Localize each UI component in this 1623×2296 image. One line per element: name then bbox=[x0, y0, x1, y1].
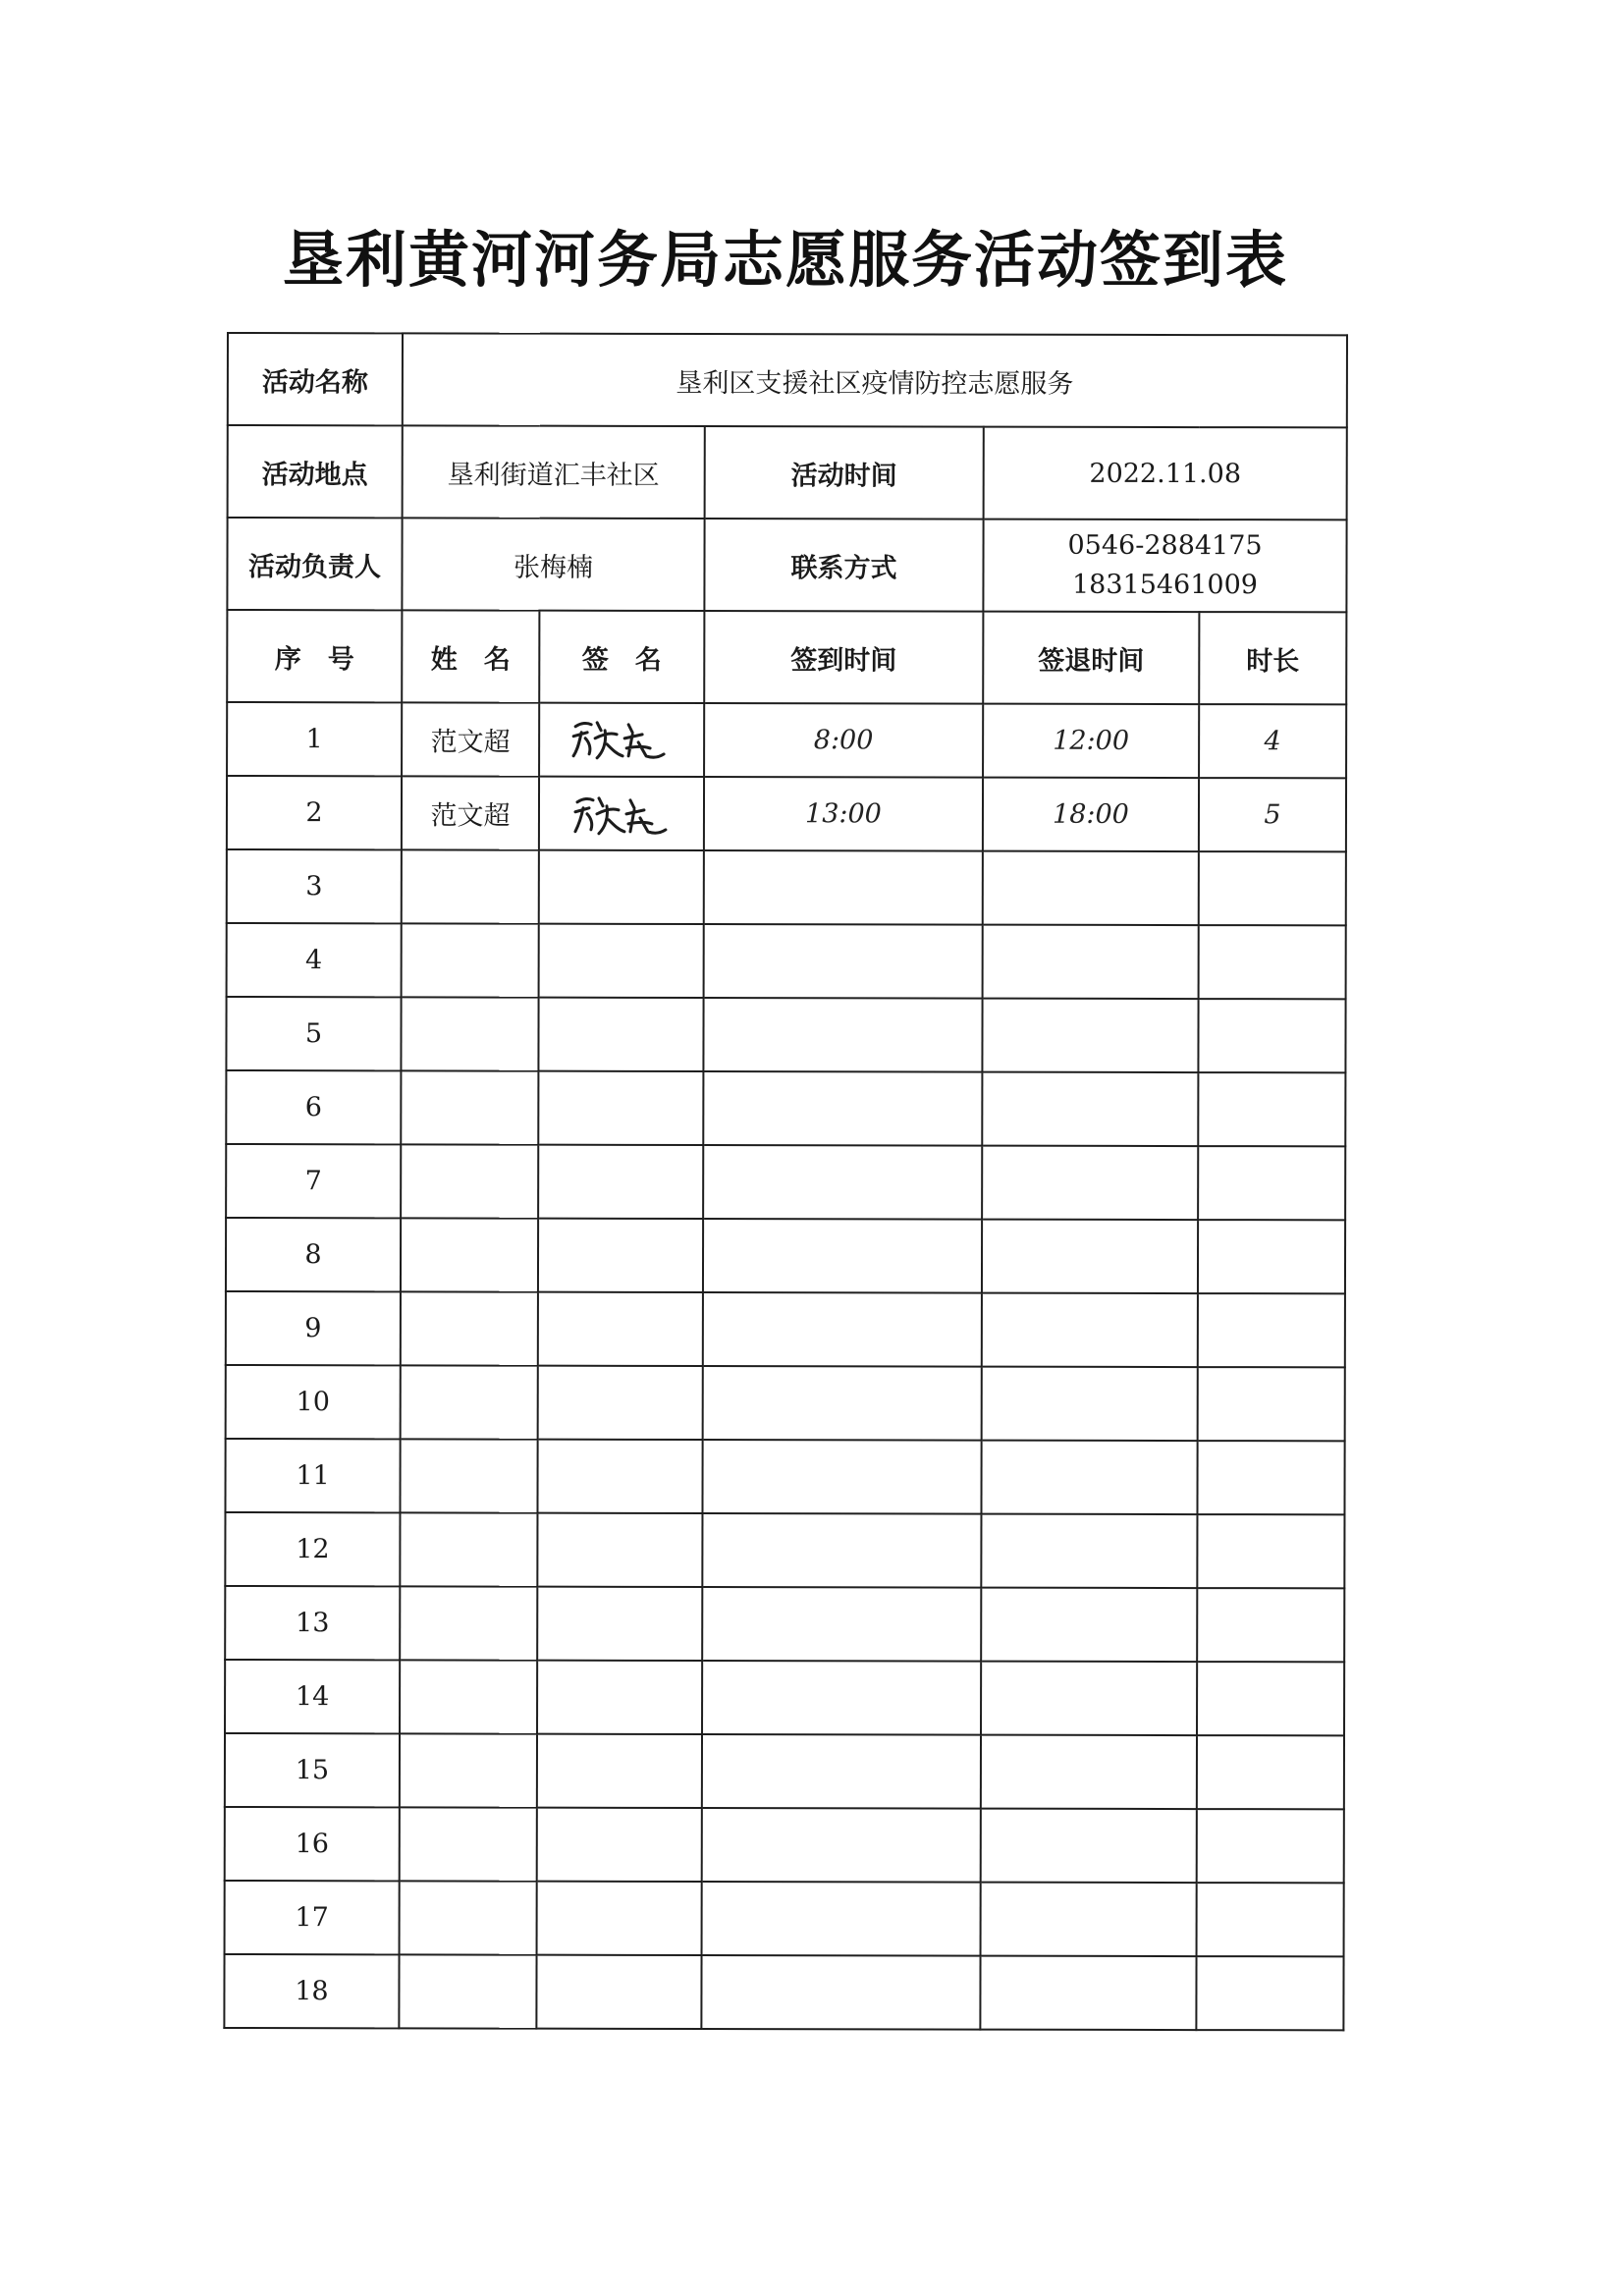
table-row bbox=[225, 1439, 1344, 1514]
table-row bbox=[227, 923, 1346, 999]
activity-time-value: 2022.11.08 bbox=[984, 427, 1347, 520]
row-signature bbox=[539, 850, 704, 924]
row-number: 5 bbox=[226, 997, 401, 1070]
row-sign-out-time bbox=[981, 1662, 1197, 1735]
row-number: 17 bbox=[225, 1881, 400, 1954]
row-sign-in-time bbox=[703, 1071, 982, 1146]
row-duration: 4 bbox=[1199, 704, 1346, 778]
row-duration bbox=[1198, 1293, 1345, 1367]
row-signature bbox=[539, 703, 704, 777]
row-number: 9 bbox=[226, 1291, 401, 1365]
row-sign-in-time: 13:00 bbox=[704, 777, 983, 851]
row-number: 7 bbox=[226, 1144, 401, 1218]
row-sign-out-time bbox=[981, 1514, 1197, 1588]
table-row bbox=[225, 1733, 1344, 1809]
table-row bbox=[224, 1954, 1343, 2030]
row-duration bbox=[1198, 1072, 1345, 1146]
row-name bbox=[402, 849, 539, 923]
row-sign-in-time bbox=[703, 1366, 982, 1441]
row-sign-in-time bbox=[703, 1219, 982, 1293]
table-row bbox=[226, 1365, 1345, 1441]
row-signature bbox=[538, 1292, 703, 1366]
row-sign-in-time bbox=[702, 1882, 981, 1956]
contact-label: 联系方式 bbox=[704, 519, 983, 612]
row-name: 范文超 bbox=[402, 702, 539, 776]
row-sign-out-time bbox=[982, 1367, 1198, 1441]
row-name bbox=[401, 1291, 538, 1365]
row-sign-in-time bbox=[702, 1587, 981, 1662]
row-signature bbox=[537, 1734, 702, 1808]
row-sign-out-time bbox=[982, 1146, 1198, 1220]
row-sign-in-time: 8:00 bbox=[704, 703, 983, 778]
row-duration bbox=[1197, 1662, 1344, 1735]
row-signature bbox=[539, 777, 704, 850]
row-sign-in-time bbox=[702, 1734, 981, 1809]
table-row bbox=[226, 1070, 1345, 1146]
row-number: 4 bbox=[227, 923, 402, 997]
column-header-sign-out-time: 签退时间 bbox=[983, 612, 1199, 704]
table-row bbox=[226, 1218, 1345, 1293]
column-header-sign-in-time: 签到时间 bbox=[704, 611, 983, 704]
activity-place-row bbox=[228, 425, 1347, 519]
row-sign-out-time bbox=[983, 925, 1199, 999]
row-duration bbox=[1197, 1441, 1344, 1514]
table-row bbox=[226, 1144, 1345, 1220]
activity-leader-label: 活动负责人 bbox=[227, 518, 402, 610]
row-number: 8 bbox=[226, 1218, 401, 1291]
table-row bbox=[225, 1881, 1344, 1956]
row-sign-out-time bbox=[982, 1220, 1198, 1293]
activity-leader-value: 张梅楠 bbox=[402, 518, 704, 611]
row-duration bbox=[1198, 1146, 1345, 1220]
row-sign-out-time bbox=[981, 1883, 1197, 1956]
row-duration: 5 bbox=[1199, 778, 1346, 851]
row-sign-in-time bbox=[703, 1292, 982, 1367]
row-sign-in-time bbox=[704, 924, 983, 999]
row-sign-out-time bbox=[981, 1441, 1197, 1514]
row-duration bbox=[1199, 851, 1346, 925]
row-name bbox=[400, 1586, 537, 1660]
row-signature bbox=[537, 1661, 702, 1734]
table-row bbox=[227, 849, 1346, 925]
row-name bbox=[401, 1218, 538, 1291]
column-header-signature: 签 名 bbox=[539, 611, 704, 703]
row-signature bbox=[539, 924, 704, 998]
row-sign-in-time bbox=[702, 1661, 981, 1735]
row-number: 18 bbox=[224, 1954, 399, 2028]
page-title: 垦利黄河河务局志愿服务活动签到表 bbox=[282, 224, 1288, 296]
row-signature bbox=[537, 1587, 702, 1661]
column-header-row bbox=[227, 610, 1346, 704]
handwritten-signature bbox=[568, 712, 676, 767]
table-row bbox=[225, 1512, 1344, 1588]
row-sign-in-time bbox=[703, 1145, 982, 1220]
row-sign-in-time bbox=[702, 1440, 981, 1514]
row-signature bbox=[538, 1145, 703, 1219]
row-signature bbox=[538, 1219, 703, 1292]
row-signature bbox=[538, 998, 703, 1071]
row-duration bbox=[1198, 999, 1345, 1072]
row-sign-out-time: 12:00 bbox=[983, 704, 1199, 778]
row-sign-out-time bbox=[981, 1809, 1197, 1883]
row-name bbox=[400, 1807, 537, 1881]
row-sign-in-time bbox=[702, 1513, 981, 1588]
row-name bbox=[400, 1512, 537, 1586]
column-header-name: 姓 名 bbox=[402, 610, 539, 702]
row-number: 2 bbox=[227, 776, 402, 849]
activity-time-label: 活动时间 bbox=[705, 426, 984, 519]
row-duration bbox=[1198, 1220, 1345, 1293]
row-name bbox=[402, 923, 539, 997]
table-row bbox=[227, 776, 1346, 851]
table-row bbox=[226, 997, 1345, 1072]
table-row bbox=[227, 702, 1346, 778]
row-name bbox=[401, 997, 538, 1070]
row-duration bbox=[1197, 1809, 1344, 1883]
row-number: 10 bbox=[226, 1365, 401, 1439]
row-number: 12 bbox=[225, 1512, 400, 1586]
row-duration bbox=[1197, 1883, 1344, 1956]
activity-place-value: 垦利街道汇丰社区 bbox=[403, 425, 705, 519]
row-signature bbox=[537, 1513, 702, 1587]
row-number: 13 bbox=[225, 1586, 400, 1660]
row-sign-in-time bbox=[704, 850, 983, 925]
row-sign-out-time: 18:00 bbox=[983, 778, 1199, 851]
row-sign-out-time bbox=[982, 1072, 1198, 1146]
row-sign-out-time bbox=[980, 1956, 1196, 2030]
row-name bbox=[401, 1070, 538, 1144]
sign-in-table bbox=[223, 332, 1348, 2031]
column-header-no: 序 号 bbox=[227, 610, 402, 702]
row-name bbox=[400, 1881, 537, 1954]
row-sign-out-time bbox=[981, 1588, 1197, 1662]
table-row bbox=[225, 1586, 1344, 1662]
row-name bbox=[400, 1660, 537, 1733]
contact-value bbox=[983, 519, 1346, 613]
row-sign-in-time bbox=[703, 998, 982, 1072]
row-sign-out-time bbox=[982, 999, 1198, 1072]
row-duration bbox=[1199, 925, 1346, 999]
row-sign-out-time bbox=[983, 851, 1199, 925]
row-name: 范文超 bbox=[402, 776, 539, 849]
row-duration bbox=[1198, 1367, 1345, 1441]
row-signature bbox=[537, 1882, 702, 1955]
row-number: 16 bbox=[225, 1807, 400, 1881]
row-name bbox=[400, 1439, 537, 1512]
row-signature bbox=[538, 1071, 703, 1145]
activity-name-value: 垦利区支援社区疫情防控志愿服务 bbox=[403, 333, 1347, 427]
row-number: 3 bbox=[227, 849, 402, 923]
row-signature bbox=[538, 1366, 703, 1440]
row-number: 11 bbox=[225, 1439, 400, 1512]
row-number: 15 bbox=[225, 1733, 400, 1807]
activity-name-label: 活动名称 bbox=[228, 333, 403, 425]
row-sign-in-time bbox=[702, 1808, 981, 1883]
row-sign-out-time bbox=[981, 1735, 1197, 1809]
table-row bbox=[225, 1807, 1344, 1883]
row-number: 14 bbox=[225, 1660, 400, 1733]
row-name bbox=[401, 1144, 538, 1218]
activity-place-label: 活动地点 bbox=[228, 425, 403, 518]
row-number: 1 bbox=[227, 702, 402, 776]
row-duration bbox=[1197, 1588, 1344, 1662]
row-name bbox=[401, 1365, 538, 1439]
activity-name-row bbox=[228, 333, 1347, 427]
activity-leader-row bbox=[227, 518, 1346, 612]
row-sign-in-time bbox=[701, 1955, 980, 2030]
column-header-duration: 时长 bbox=[1199, 612, 1346, 704]
row-duration bbox=[1197, 1514, 1344, 1588]
row-duration bbox=[1196, 1956, 1343, 2030]
row-duration bbox=[1197, 1735, 1344, 1809]
row-name bbox=[399, 1954, 536, 2028]
table-row bbox=[225, 1660, 1344, 1735]
row-signature bbox=[536, 1955, 701, 2029]
row-signature bbox=[537, 1440, 702, 1513]
contact-phone: 0546-2884175 bbox=[1067, 529, 1263, 562]
contact-mobile: 18315461009 bbox=[1071, 569, 1258, 601]
handwritten-signature bbox=[568, 786, 676, 841]
row-name bbox=[400, 1733, 537, 1807]
row-signature bbox=[537, 1808, 702, 1882]
row-sign-out-time bbox=[982, 1293, 1198, 1367]
row-number: 6 bbox=[226, 1070, 401, 1144]
table-row bbox=[226, 1291, 1345, 1367]
